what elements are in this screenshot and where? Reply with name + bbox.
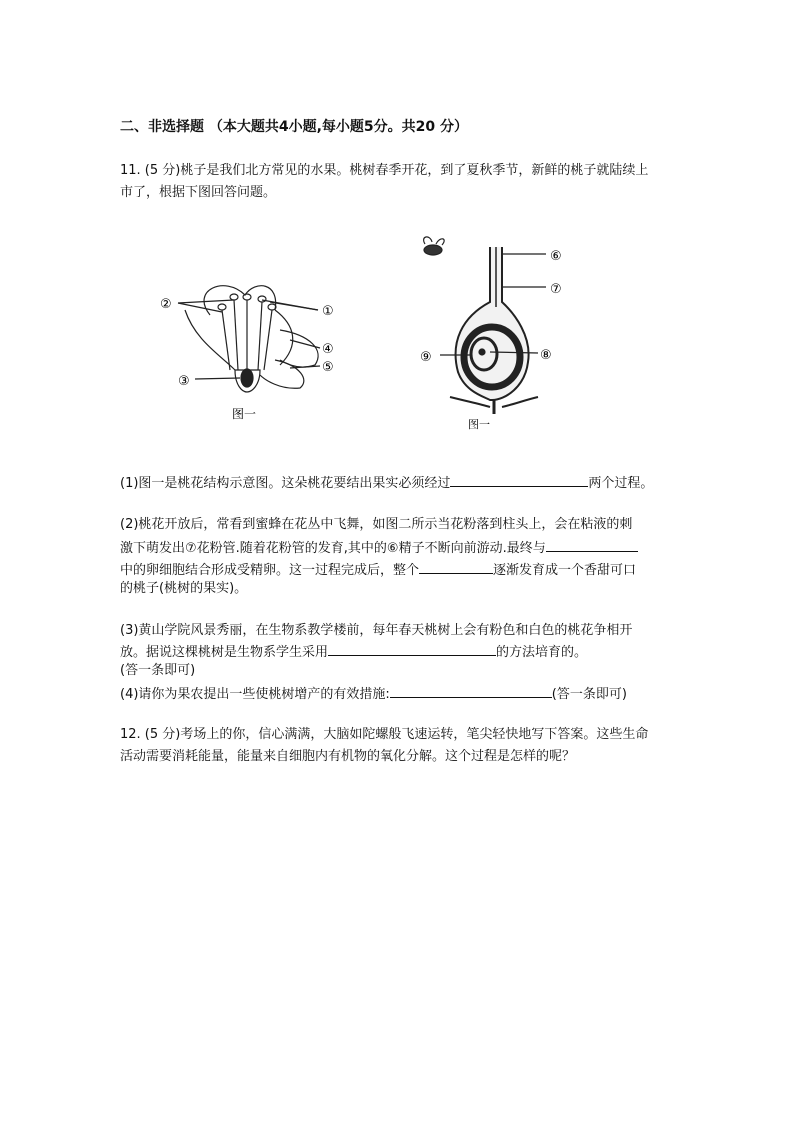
flower-label-1: ①	[322, 304, 334, 319]
ovary-label-8: ⑧	[540, 348, 552, 363]
q11-part2-line3	[120, 560, 636, 580]
q11-part3-line1: (3)黄山学院风景秀丽，在生物系教学楼前，每年春天桃树上会有粉色和白色的桃花争相开	[120, 623, 633, 638]
q11-part3-line2-text-a: 放。据说这棵桃树是生物系学生采用	[120, 645, 329, 660]
section-header: 二、非选择题 （本大题共4小题,每小题5分。共20 分）	[120, 119, 469, 135]
q11-part4-text-a: (4)请你为果农提出一些使桃树增产的有效措施:	[120, 687, 390, 702]
q11-part1-answer-blank[interactable]	[450, 473, 588, 487]
q11-intro-line1: 11. (5 分)桃子是我们北方常见的水果。桃树春季开花，到了夏秋季节，新鲜的桃子就陆续上	[120, 163, 649, 178]
q12-line2: 活动需要消耗能量，能量来自细胞内有机物的氧化分解。这个过程是怎样的呢？	[120, 749, 576, 764]
q11-part2-line2	[120, 538, 638, 558]
figure-1-caption: 图一	[232, 407, 257, 421]
flower-label-3: ③	[178, 374, 190, 389]
q11-part2-answer-blank-2[interactable]	[419, 560, 493, 574]
q11-part3-line3: (答一条即可)	[120, 663, 196, 678]
ovary-label-6: ⑥	[550, 249, 562, 264]
q11-part2-answer-blank-1[interactable]	[546, 538, 638, 552]
q11-part1-text-b: 两个过程。	[588, 476, 654, 491]
q11-intro-line2: 市了，根据下图回答问题。	[120, 185, 277, 200]
q11-part2-line4: 的桃子(桃树的果实)。	[120, 581, 248, 596]
q11-part4-text-b: (答一条即可)	[551, 687, 627, 702]
q11-part2-line1: (2)桃花开放后，常看到蜜蜂在花丛中飞舞，如图二所示当花粉落到柱头上，会在粘液的刺	[120, 517, 633, 532]
q11-part1	[120, 473, 653, 493]
figure-2-caption: 图一	[468, 418, 490, 431]
q11-part1-text-a: (1)图一是桃花结构示意图。这朵桃花要结出果实必须经过	[120, 476, 451, 491]
flower-illustration	[150, 270, 350, 430]
ovary-illustration	[410, 232, 610, 432]
q11-part2-line3-text-b: 逐渐发育成一个香甜可口	[493, 563, 637, 578]
flower-label-2: ②	[160, 297, 172, 312]
ovary-label-9: ⑨	[420, 350, 432, 365]
q11-part4	[120, 684, 627, 704]
q11-part2-line2-text: 激下萌发出⑦花粉管.随着花粉管的发育,其中的⑥精子不断向前游动.最终与	[120, 541, 546, 556]
figure-1-flower-diagram	[150, 270, 350, 430]
flower-label-5: ⑤	[322, 360, 334, 375]
q12-line1: 12. (5 分)考场上的你，信心满满，大脑如陀螺般飞速运转，笔尖轻快地写下答案。这些生命	[120, 727, 649, 742]
q11-part2-line3-text-a: 中的卵细胞结合形成受精卵。这一过程完成后，整个	[120, 563, 420, 578]
q11-part4-answer-blank[interactable]	[390, 684, 552, 698]
ovary-label-7: ⑦	[550, 282, 562, 297]
q11-part3-answer-blank[interactable]	[328, 642, 496, 656]
figure-2-fertilization-diagram	[410, 232, 610, 432]
flower-label-4: ④	[322, 342, 334, 357]
q11-part3-line2	[120, 642, 587, 662]
q11-part3-line2-text-b: 的方法培育的。	[496, 645, 588, 660]
